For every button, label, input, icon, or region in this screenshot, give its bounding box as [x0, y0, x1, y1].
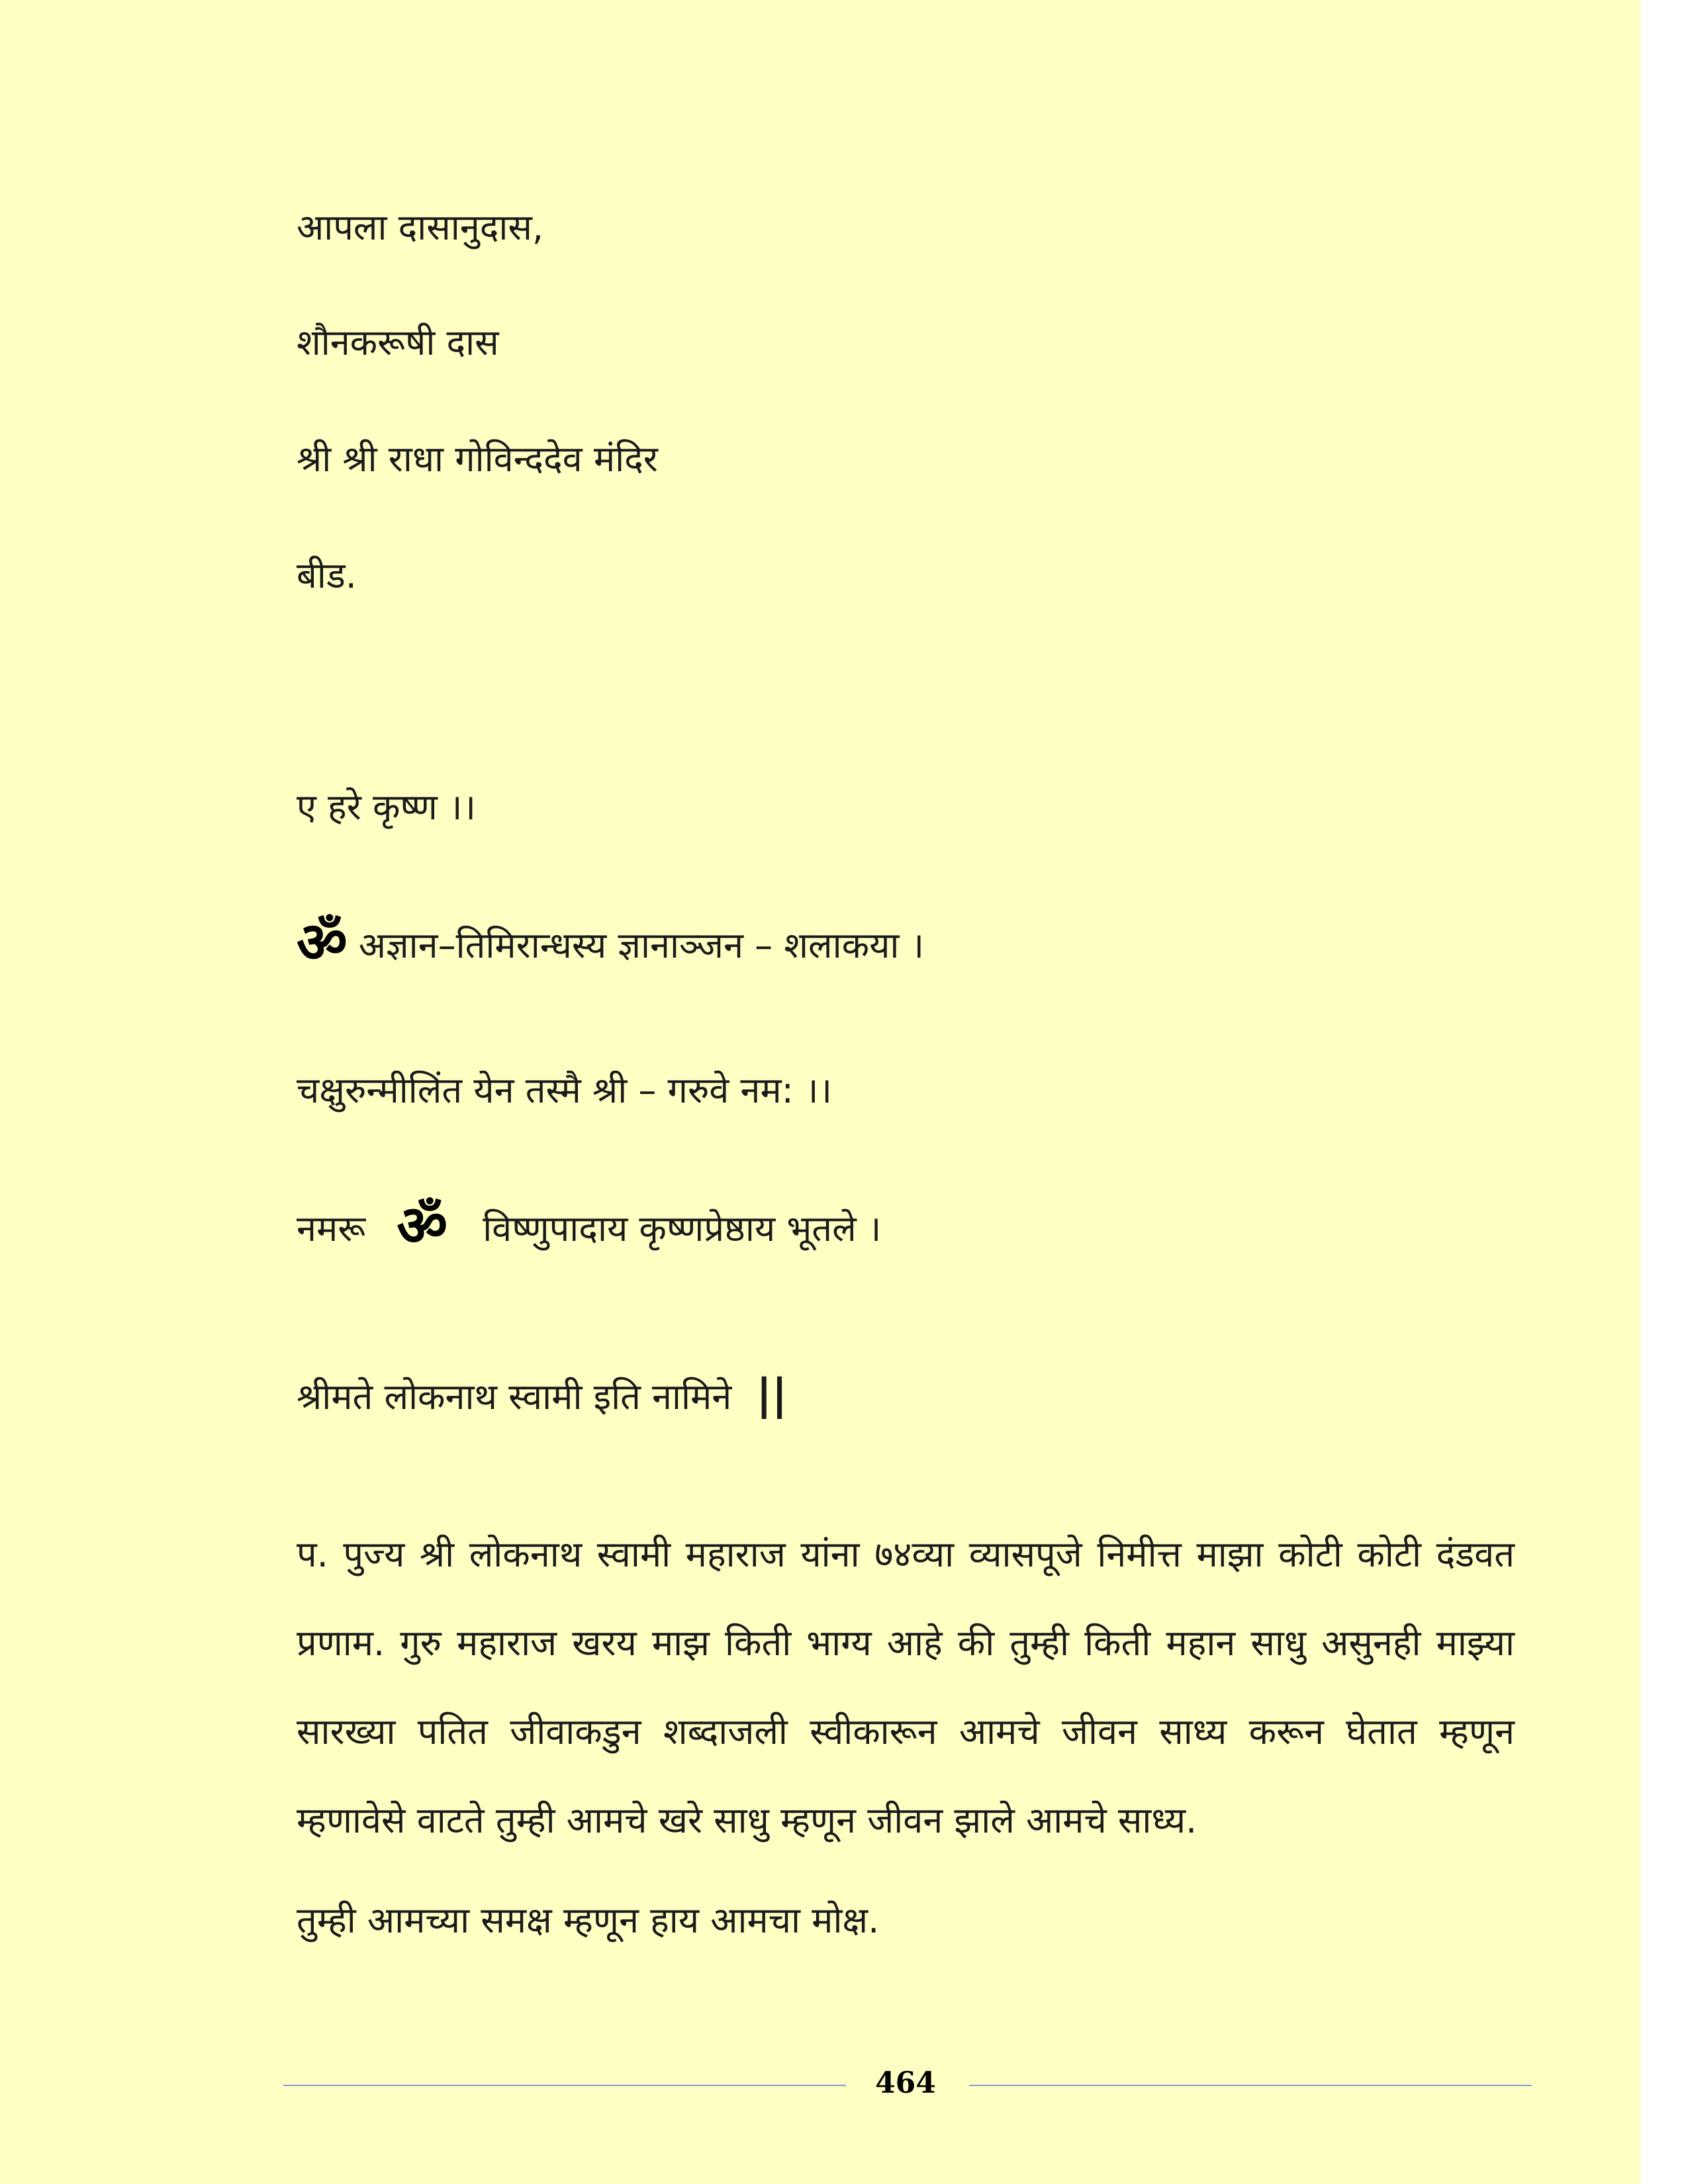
page-number: 464	[875, 2066, 936, 2100]
body-paragraph: प. पुज्य श्री लोकनाथ स्वामी महाराज यांना ७४व्या व्यासपूजे निमीत्त माझा कोटी कोटी दंडवत प्रणाम. गुरु महाराज खरय माझ किती भाग्य आहे की तुम्ही किती महान साधु असुनही माझ्या सारख्या पतित जीवाकडुन शब्दाजली स्वीकारून आमचे जीवन साध्य करून घेतात म्हणून म्हणावेसे वाटते तुम्ही आमचे खरे साधु म्हणून जीवन झाले आमचे साध्य.	[297, 1533, 1515, 1841]
om-icon: ॐ	[297, 910, 348, 975]
verse-text: श्रीमते लोकनाथ स्वामी इति नामिने	[297, 1376, 732, 1418]
temple-name: श्री श्री राधा गोविन्ददेव मंदिर	[297, 438, 658, 480]
verse-line-4	[297, 1369, 787, 1424]
footer-rule-left	[283, 2085, 846, 2086]
author-name: शौनकरूषी दास	[297, 322, 499, 363]
verse-text: विष्णुपादाय कृष्णप्रेष्ठाय भूतले ।	[483, 1208, 882, 1250]
closing-line: तुम्ही आमच्या समक्ष म्हणून हाय आमचा मोक्ष.	[297, 1899, 880, 1941]
om-icon: ॐ	[397, 1193, 448, 1258]
verse-text: अज्ञान–तिमिरान्धस्य ज्ञानाञ्जन – शलाकया ।	[358, 925, 925, 966]
double-danda: ||	[756, 1371, 788, 1420]
verse-line-3	[297, 1193, 882, 1258]
footer-rule-right	[969, 2085, 1532, 2086]
verse-line-2: चक्षुरुन्मीलिंत येन तस्मै श्री – गरुवे नम: ।।	[297, 1069, 832, 1111]
verse-line-1	[297, 910, 925, 975]
invocation-opening: ए हरे कृष्ण ।।	[297, 786, 476, 828]
verse-prefix: नमरू	[297, 1208, 366, 1250]
place-name: बीड.	[297, 555, 357, 596]
closing-salutation: आपला दासानुदास,	[297, 206, 544, 248]
